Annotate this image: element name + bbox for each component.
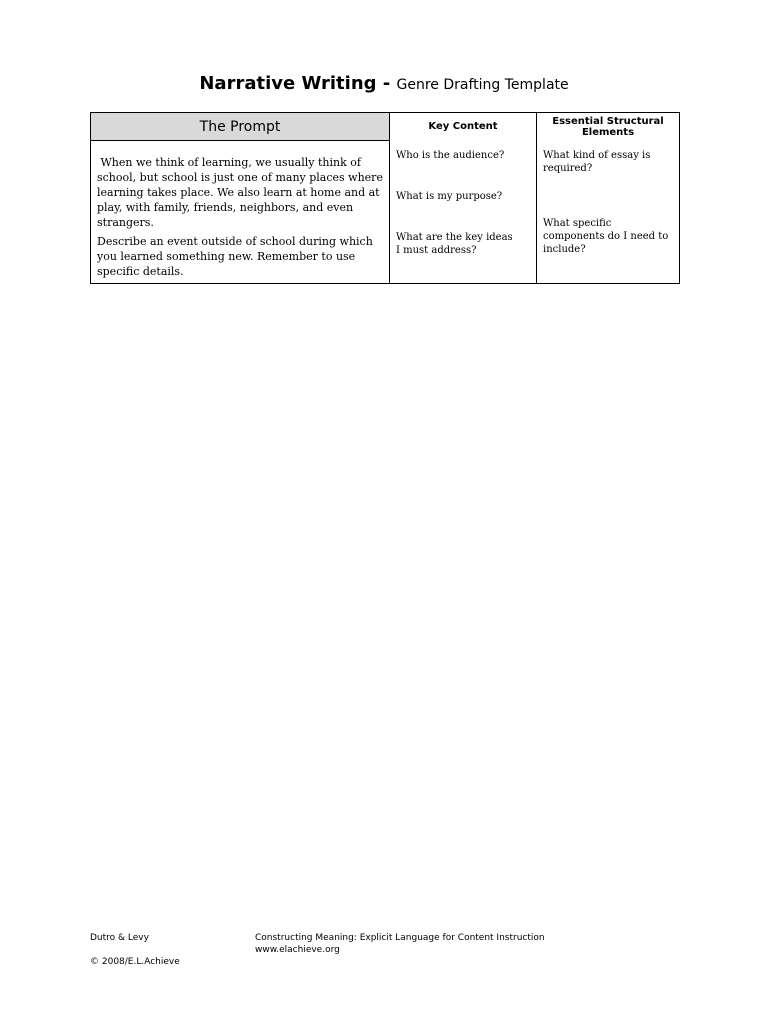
- footer-copyright: © 2008/E.L.Achieve: [90, 957, 180, 967]
- prompt-paragraph: When we think of learning, we usually think of school, but school is just one of many places where learning takes place. We also learn at home and at play, with family, friends, neighbors, and even strangers.: [97, 156, 387, 229]
- header-the-prompt: The Prompt: [91, 113, 390, 141]
- header-essential-structural-elements: Essential Structural Elements: [537, 113, 680, 141]
- essential-question-essay-kind: What kind of essay is required?: [543, 149, 651, 174]
- essential-question-components: What specific components do I need to include?: [543, 217, 669, 255]
- key-content-cell: [390, 141, 537, 284]
- drafting-template-table: [90, 112, 680, 284]
- prompt-paragraph: Describe an event outside of school during which you learned something new. Remember to use specific details.: [97, 235, 373, 278]
- table-body-row: [91, 141, 680, 284]
- title-subtitle: Genre Drafting Template: [396, 77, 569, 93]
- header-key-content: Key Content: [390, 113, 537, 141]
- footer-book-title: Constructing Meaning: Explicit Language for Content Instruction: [255, 933, 545, 943]
- table-header-row: [91, 113, 680, 141]
- page-title: [0, 73, 768, 94]
- prompt-cell: [91, 141, 390, 284]
- footer-url: www.elachieve.org: [255, 945, 340, 955]
- title-main: Narrative Writing -: [199, 73, 397, 94]
- footer-authors: Dutro & Levy: [90, 933, 149, 943]
- key-question-audience: Who is the audience?: [396, 149, 505, 161]
- key-question-key-ideas: What are the key ideas I must address?: [396, 231, 513, 256]
- key-question-purpose: What is my purpose?: [396, 190, 503, 202]
- essential-elements-cell: [537, 141, 680, 284]
